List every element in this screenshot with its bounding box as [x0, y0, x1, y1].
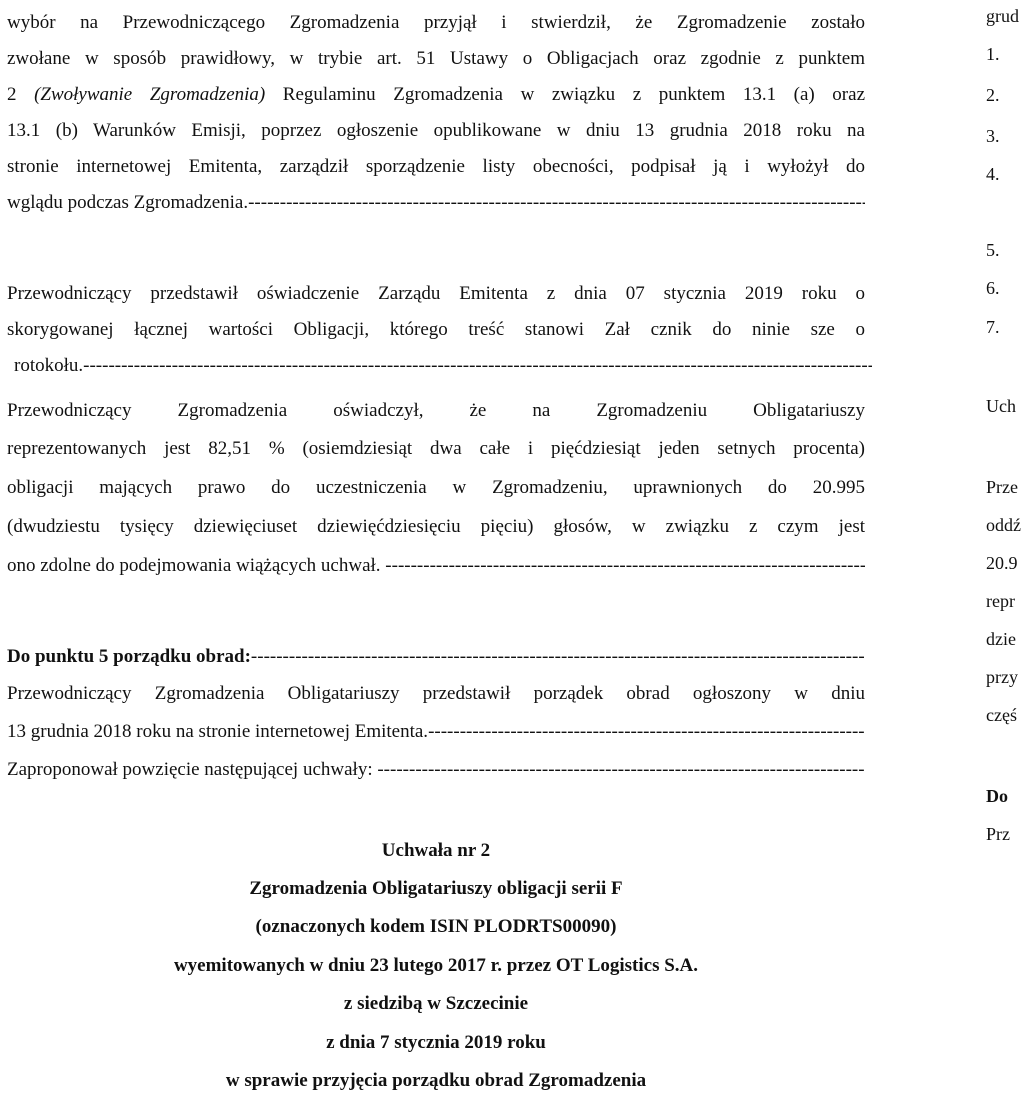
- text-line: 13.1 (b) Warunków Emisji, poprzez ogłoszenie opublikowane w dniu 13 grudnia 2018 roku na: [7, 120, 865, 141]
- resolution-line: z dnia 7 stycznia 2019 roku: [326, 1032, 546, 1053]
- text-line: [7, 757, 865, 783]
- side-fragment: 20.9: [986, 553, 1018, 573]
- side-fragment: 5.: [986, 240, 1000, 260]
- text-line: [7, 553, 865, 579]
- resolution-line: (oznaczonych kodem ISIN PLODRTS00090): [255, 916, 617, 937]
- side-fragment: Prz: [986, 824, 1010, 844]
- line-text: wglądu podczas Zgromadzenia.: [7, 192, 249, 213]
- side-fragment: 7.: [986, 317, 1000, 337]
- resolution-line: Zgromadzenia Obligatariuszy obligacji serii F: [249, 878, 623, 899]
- side-fragment: Prze: [986, 477, 1018, 497]
- resolution-line: z siedzibą w Szczecinie: [343, 993, 529, 1014]
- resolution-title: Uchwała nr 2: [381, 840, 491, 861]
- section-heading: [7, 644, 865, 670]
- text-line: Przewodniczący Zgromadzenia oświadczył, że na Zgromadzeniu Obligatariuszy: [7, 400, 865, 421]
- filler-dashes: [248, 192, 865, 213]
- side-fragment: 6.: [986, 278, 1000, 298]
- side-fragment: częś: [986, 705, 1017, 725]
- text-line: skorygowanej łącznej wartości Obligacji, którego treść stanowi Zał cznik do ninie sze o: [7, 319, 865, 340]
- filler-dashes: [83, 355, 872, 376]
- italic-fragment: (Zwoływanie Zgromadzenia): [34, 84, 266, 105]
- filler-dashes: [251, 646, 865, 667]
- side-fragment: repr: [986, 591, 1015, 611]
- side-fragment: grud: [986, 6, 1019, 26]
- filler-dashes: [428, 721, 865, 742]
- side-fragment: Do: [986, 786, 1008, 806]
- filler-dashes: [377, 759, 865, 780]
- resolution-line: w sprawie przyjęcia porządku obrad Zgromadzenia: [225, 1070, 647, 1091]
- text-line: Przewodniczący przedstawił oświadczenie Zarządu Emitenta z dnia 07 stycznia 2019 roku o: [7, 283, 865, 304]
- text-line: [7, 719, 865, 745]
- text-line: 2 (Zwoływanie Zgromadzenia) Regulaminu Zgromadzenia w związku z punktem 13.1 (a) oraz: [7, 84, 865, 105]
- line-text: 13 grudnia 2018 roku na stronie internetowej Emitenta.: [7, 721, 429, 742]
- line-text: Do punktu 5 porządku obrad:: [7, 646, 251, 667]
- text-line: obligacji mających prawo do uczestniczenia w Zgromadzeniu, uprawnionych do 20.995: [7, 477, 865, 498]
- line-text: Zaproponował powzięcie następującej uchwały:: [7, 759, 373, 780]
- side-fragment: 1.: [986, 44, 1000, 64]
- side-fragment: dzie: [986, 629, 1016, 649]
- text-line: wybór na Przewodniczącego Zgromadzenia przyjął i stwierdził, że Zgromadzenie zostało: [7, 12, 865, 33]
- adjacent-page-edge: [986, 0, 1024, 1101]
- text-line: zwołane w sposób prawidłowy, w trybie art. 51 Ustawy o Obligacjach oraz zgodnie z punktem: [7, 48, 865, 69]
- line-text: ono zdolne do podejmowania wiążących uchwał.: [7, 555, 381, 576]
- text-line: stronie internetowej Emitenta, zarządził sporządzenie listy obecności, podpisał ją i wyłożył do: [7, 156, 865, 177]
- side-fragment: 3.: [986, 126, 1000, 146]
- resolution-line: wyemitowanych w dniu 23 lutego 2017 r. przez OT Logistics S.A.: [173, 955, 699, 976]
- side-fragment: oddź: [986, 515, 1021, 535]
- filler-dashes: [385, 555, 865, 576]
- line-text: rotokołu.: [14, 355, 84, 376]
- side-fragment: 2.: [986, 85, 1000, 105]
- text-line: Przewodniczący Zgromadzenia Obligatariuszy przedstawił porządek obrad ogłoszony w dniu: [7, 683, 865, 704]
- side-fragment: Uch: [986, 396, 1016, 416]
- side-fragment: 4.: [986, 164, 1000, 184]
- text-line: [7, 353, 872, 379]
- text-line: [7, 190, 865, 216]
- text-line: reprezentowanych jest 82,51 % (osiemdziesiąt dwa całe i pięćdziesiąt jeden setnych procenta): [7, 438, 865, 459]
- text-line: (dwudziestu tysięcy dziewięciuset dziewięćdziesięciu pięciu) głosów, w związku z czym jest: [7, 516, 865, 537]
- side-fragment: przy: [986, 667, 1018, 687]
